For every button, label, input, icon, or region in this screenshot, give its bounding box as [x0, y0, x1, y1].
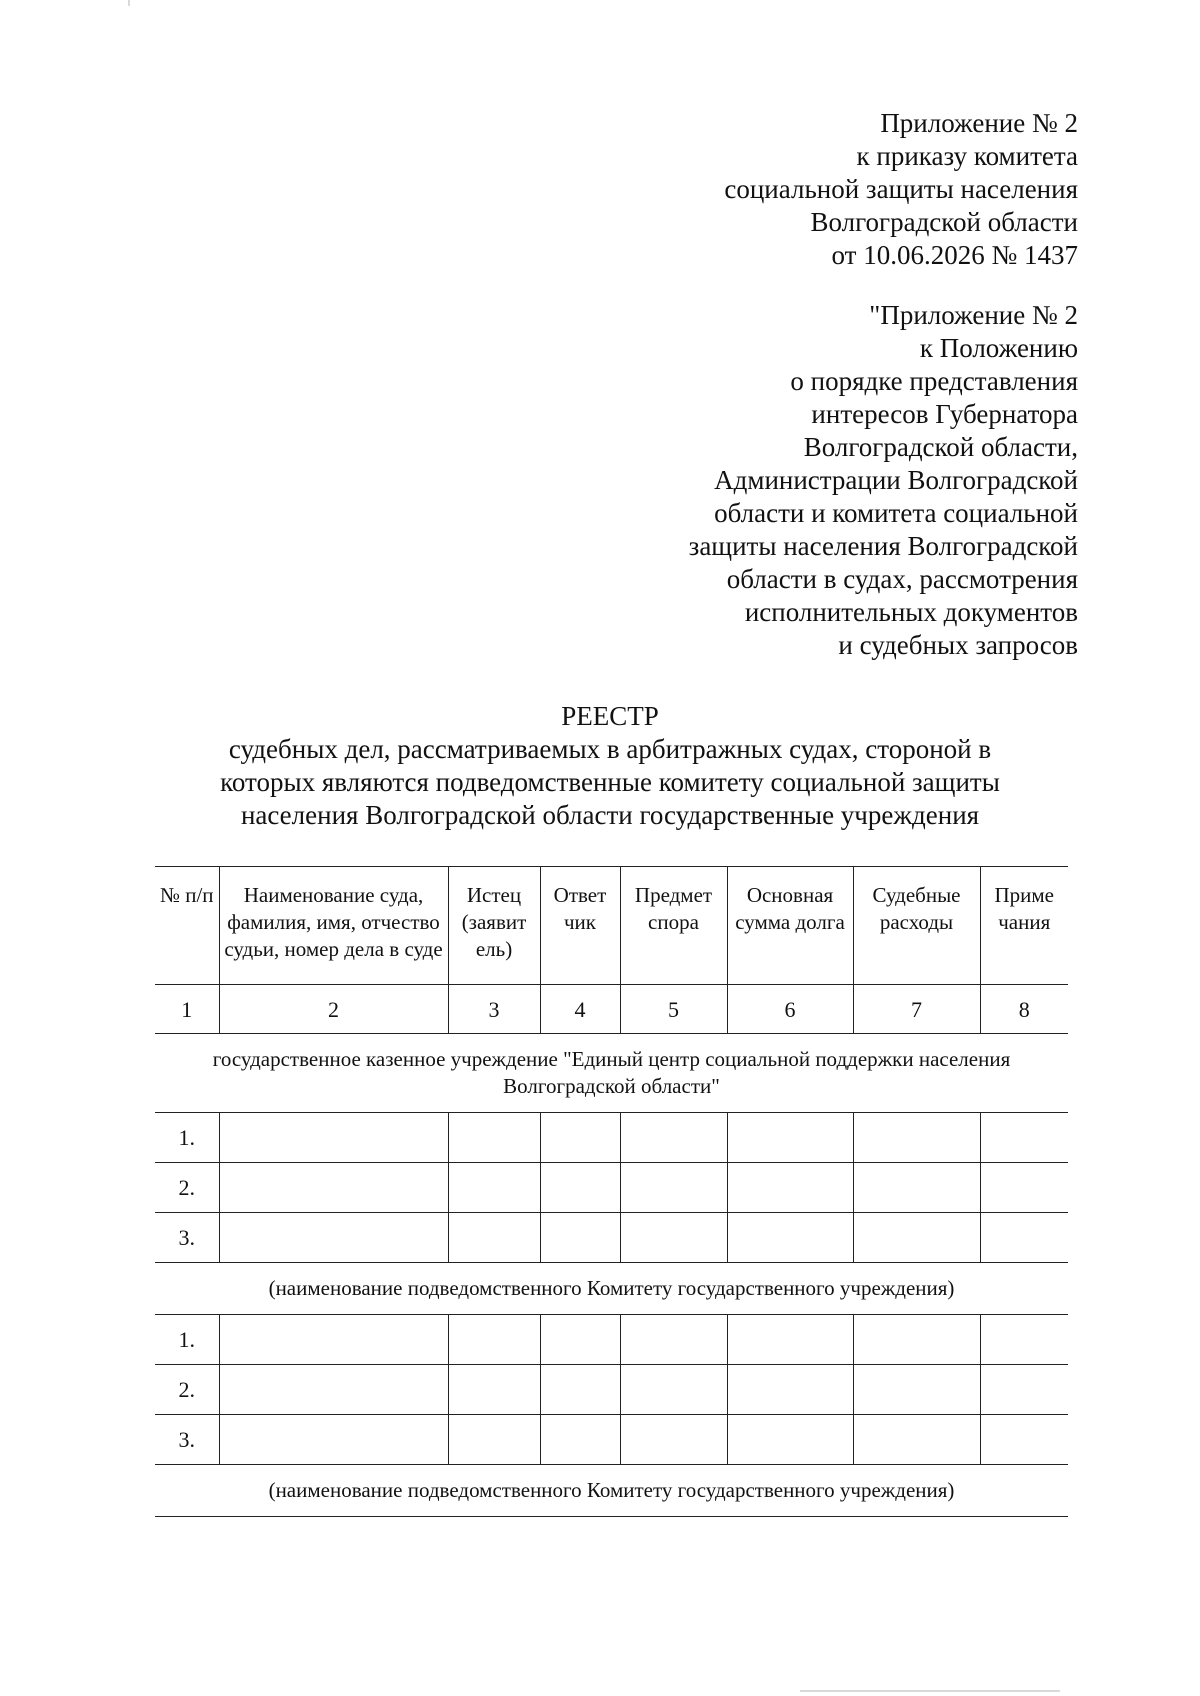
header-cell-notes: [980, 867, 1068, 985]
table-cell: [727, 1365, 853, 1415]
appendix-regulation-line: к Положению: [919, 333, 1078, 363]
appendix-regulation-line: интересов Губернатора: [811, 399, 1078, 429]
row-number: 2.: [155, 1365, 219, 1415]
table-cell: [448, 1415, 540, 1465]
table-cell: [727, 1163, 853, 1213]
table-cell: [448, 1163, 540, 1213]
table-cell: [727, 1415, 853, 1465]
column-number: 6: [727, 985, 853, 1034]
table-header-row: [155, 867, 1068, 985]
header-cell-court: [219, 867, 448, 985]
table-cell: [219, 1113, 448, 1163]
table-cell: [980, 1315, 1068, 1365]
header-cell-subject: [620, 867, 727, 985]
appendix-order-line: от 10.06.2026 № 1437: [831, 240, 1078, 270]
appendix-order-line: Волгоградской области: [810, 207, 1078, 237]
table-cell: [620, 1113, 727, 1163]
table-row: [155, 1113, 1068, 1163]
group-title-row: [155, 1465, 1068, 1517]
header-label: Наименование суда, фамилия, имя, отчество судьи, номер дела в суде: [224, 883, 443, 961]
table-cell: [219, 1415, 448, 1465]
registry-title: РЕЕСТР: [561, 701, 659, 731]
group-title-row: [155, 1263, 1068, 1315]
header-cell-plaintiff: [448, 867, 540, 985]
header-cell-number: [155, 867, 219, 985]
header-cell-costs: [853, 867, 980, 985]
table-cell: [620, 1163, 727, 1213]
column-number: 2: [219, 985, 448, 1034]
header-label: Истец (заявит ель): [461, 883, 527, 961]
table-cell: [853, 1113, 980, 1163]
table-cell: [540, 1213, 620, 1263]
table-cell: [540, 1415, 620, 1465]
column-number: 3: [448, 985, 540, 1034]
table-row: [155, 1415, 1068, 1465]
table-cell: [980, 1163, 1068, 1213]
group-title: (наименование подведомственного Комитету государственного учреждения): [155, 1263, 1068, 1315]
table-cell: [727, 1213, 853, 1263]
table-cell: [980, 1213, 1068, 1263]
appendix-regulation-line: Волгоградской области,: [803, 432, 1078, 462]
column-number: 5: [620, 985, 727, 1034]
table-cell: [219, 1315, 448, 1365]
table-cell: [620, 1365, 727, 1415]
table-cell: [448, 1315, 540, 1365]
appendix-regulation-line: исполнительных документов: [744, 597, 1078, 627]
header-label: Ответ чик: [553, 883, 607, 934]
table-cell: [620, 1213, 727, 1263]
table-cell: [219, 1365, 448, 1415]
column-number: 4: [540, 985, 620, 1034]
column-number: 7: [853, 985, 980, 1034]
table-cell: [540, 1113, 620, 1163]
appendix-regulation-line: и судебных запросов: [838, 630, 1078, 660]
header-label: Судебные расходы: [872, 883, 961, 934]
appendix-order-line: к приказу комитета: [856, 141, 1078, 171]
registry-title-block: [150, 700, 1070, 832]
column-number: 1: [155, 985, 219, 1034]
registry-subtitle-line: судебных дел, рассматриваемых в арбитражных судах, стороной в: [228, 734, 992, 764]
table-cell: [853, 1213, 980, 1263]
header-cell-debt: [727, 867, 853, 985]
table-cell: [219, 1213, 448, 1263]
table-cell: [448, 1365, 540, 1415]
table-cell: [853, 1163, 980, 1213]
table-cell: [219, 1163, 448, 1213]
table-row: [155, 1213, 1068, 1263]
header-label: Приме чания: [994, 883, 1054, 934]
appendix-regulation-line: о порядке представления: [790, 366, 1078, 396]
header-label: № п/п: [159, 883, 214, 907]
table-cell: [448, 1113, 540, 1163]
row-number: 2.: [155, 1163, 219, 1213]
table-cell: [980, 1365, 1068, 1415]
row-number: 1.: [155, 1315, 219, 1365]
table-cell: [727, 1113, 853, 1163]
table-row: [155, 1163, 1068, 1213]
registry-subtitle-line: которых являются подведомственные комитету социальной защиты: [220, 767, 1000, 797]
appendix-regulation-line: области в судах, рассмотрения: [726, 564, 1078, 594]
registry-subtitle-line: населения Волгоградской области государственные учреждения: [240, 800, 980, 830]
table-cell: [620, 1415, 727, 1465]
appendix-regulation-line: "Приложение № 2: [869, 300, 1078, 330]
table-cell: [853, 1365, 980, 1415]
table-cell: [980, 1415, 1068, 1465]
header-label: Основная сумма долга: [735, 883, 845, 934]
table-cell: [980, 1113, 1068, 1163]
appendix-regulation-block: [689, 299, 1078, 662]
appendix-regulation-line: области и комитета социальной: [714, 498, 1078, 528]
registry-table: [155, 866, 1068, 1517]
appendix-regulation-line: защиты населения Волгоградской: [688, 531, 1078, 561]
table-cell: [448, 1213, 540, 1263]
appendix-regulation-line: Администрации Волгоградской: [714, 465, 1078, 495]
scan-artifact: [800, 1690, 1060, 1692]
table-cell: [540, 1315, 620, 1365]
table-row: [155, 1365, 1068, 1415]
table-cell: [853, 1315, 980, 1365]
table-cell: [540, 1163, 620, 1213]
group-title: государственное казенное учреждение "Единый центр социальной поддержки населения Волгоградской области": [155, 1034, 1068, 1113]
row-number: 3.: [155, 1415, 219, 1465]
row-number: 1.: [155, 1113, 219, 1163]
group-title: (наименование подведомственного Комитету государственного учреждения): [155, 1465, 1068, 1517]
header-cell-defendant: [540, 867, 620, 985]
appendix-order-line: Приложение № 2: [880, 108, 1078, 138]
table-cell: [727, 1315, 853, 1365]
column-number: 8: [980, 985, 1068, 1034]
table-cell: [853, 1415, 980, 1465]
header-label: Предмет спора: [634, 883, 713, 934]
column-number-row: [155, 985, 1068, 1034]
row-number: 3.: [155, 1213, 219, 1263]
appendix-order-block: [724, 107, 1078, 272]
table-cell: [540, 1365, 620, 1415]
table-row: [155, 1315, 1068, 1365]
appendix-order-line: социальной защиты населения: [724, 174, 1078, 204]
group-title-row: [155, 1034, 1068, 1113]
scan-artifact: [128, 0, 130, 6]
table-cell: [620, 1315, 727, 1365]
